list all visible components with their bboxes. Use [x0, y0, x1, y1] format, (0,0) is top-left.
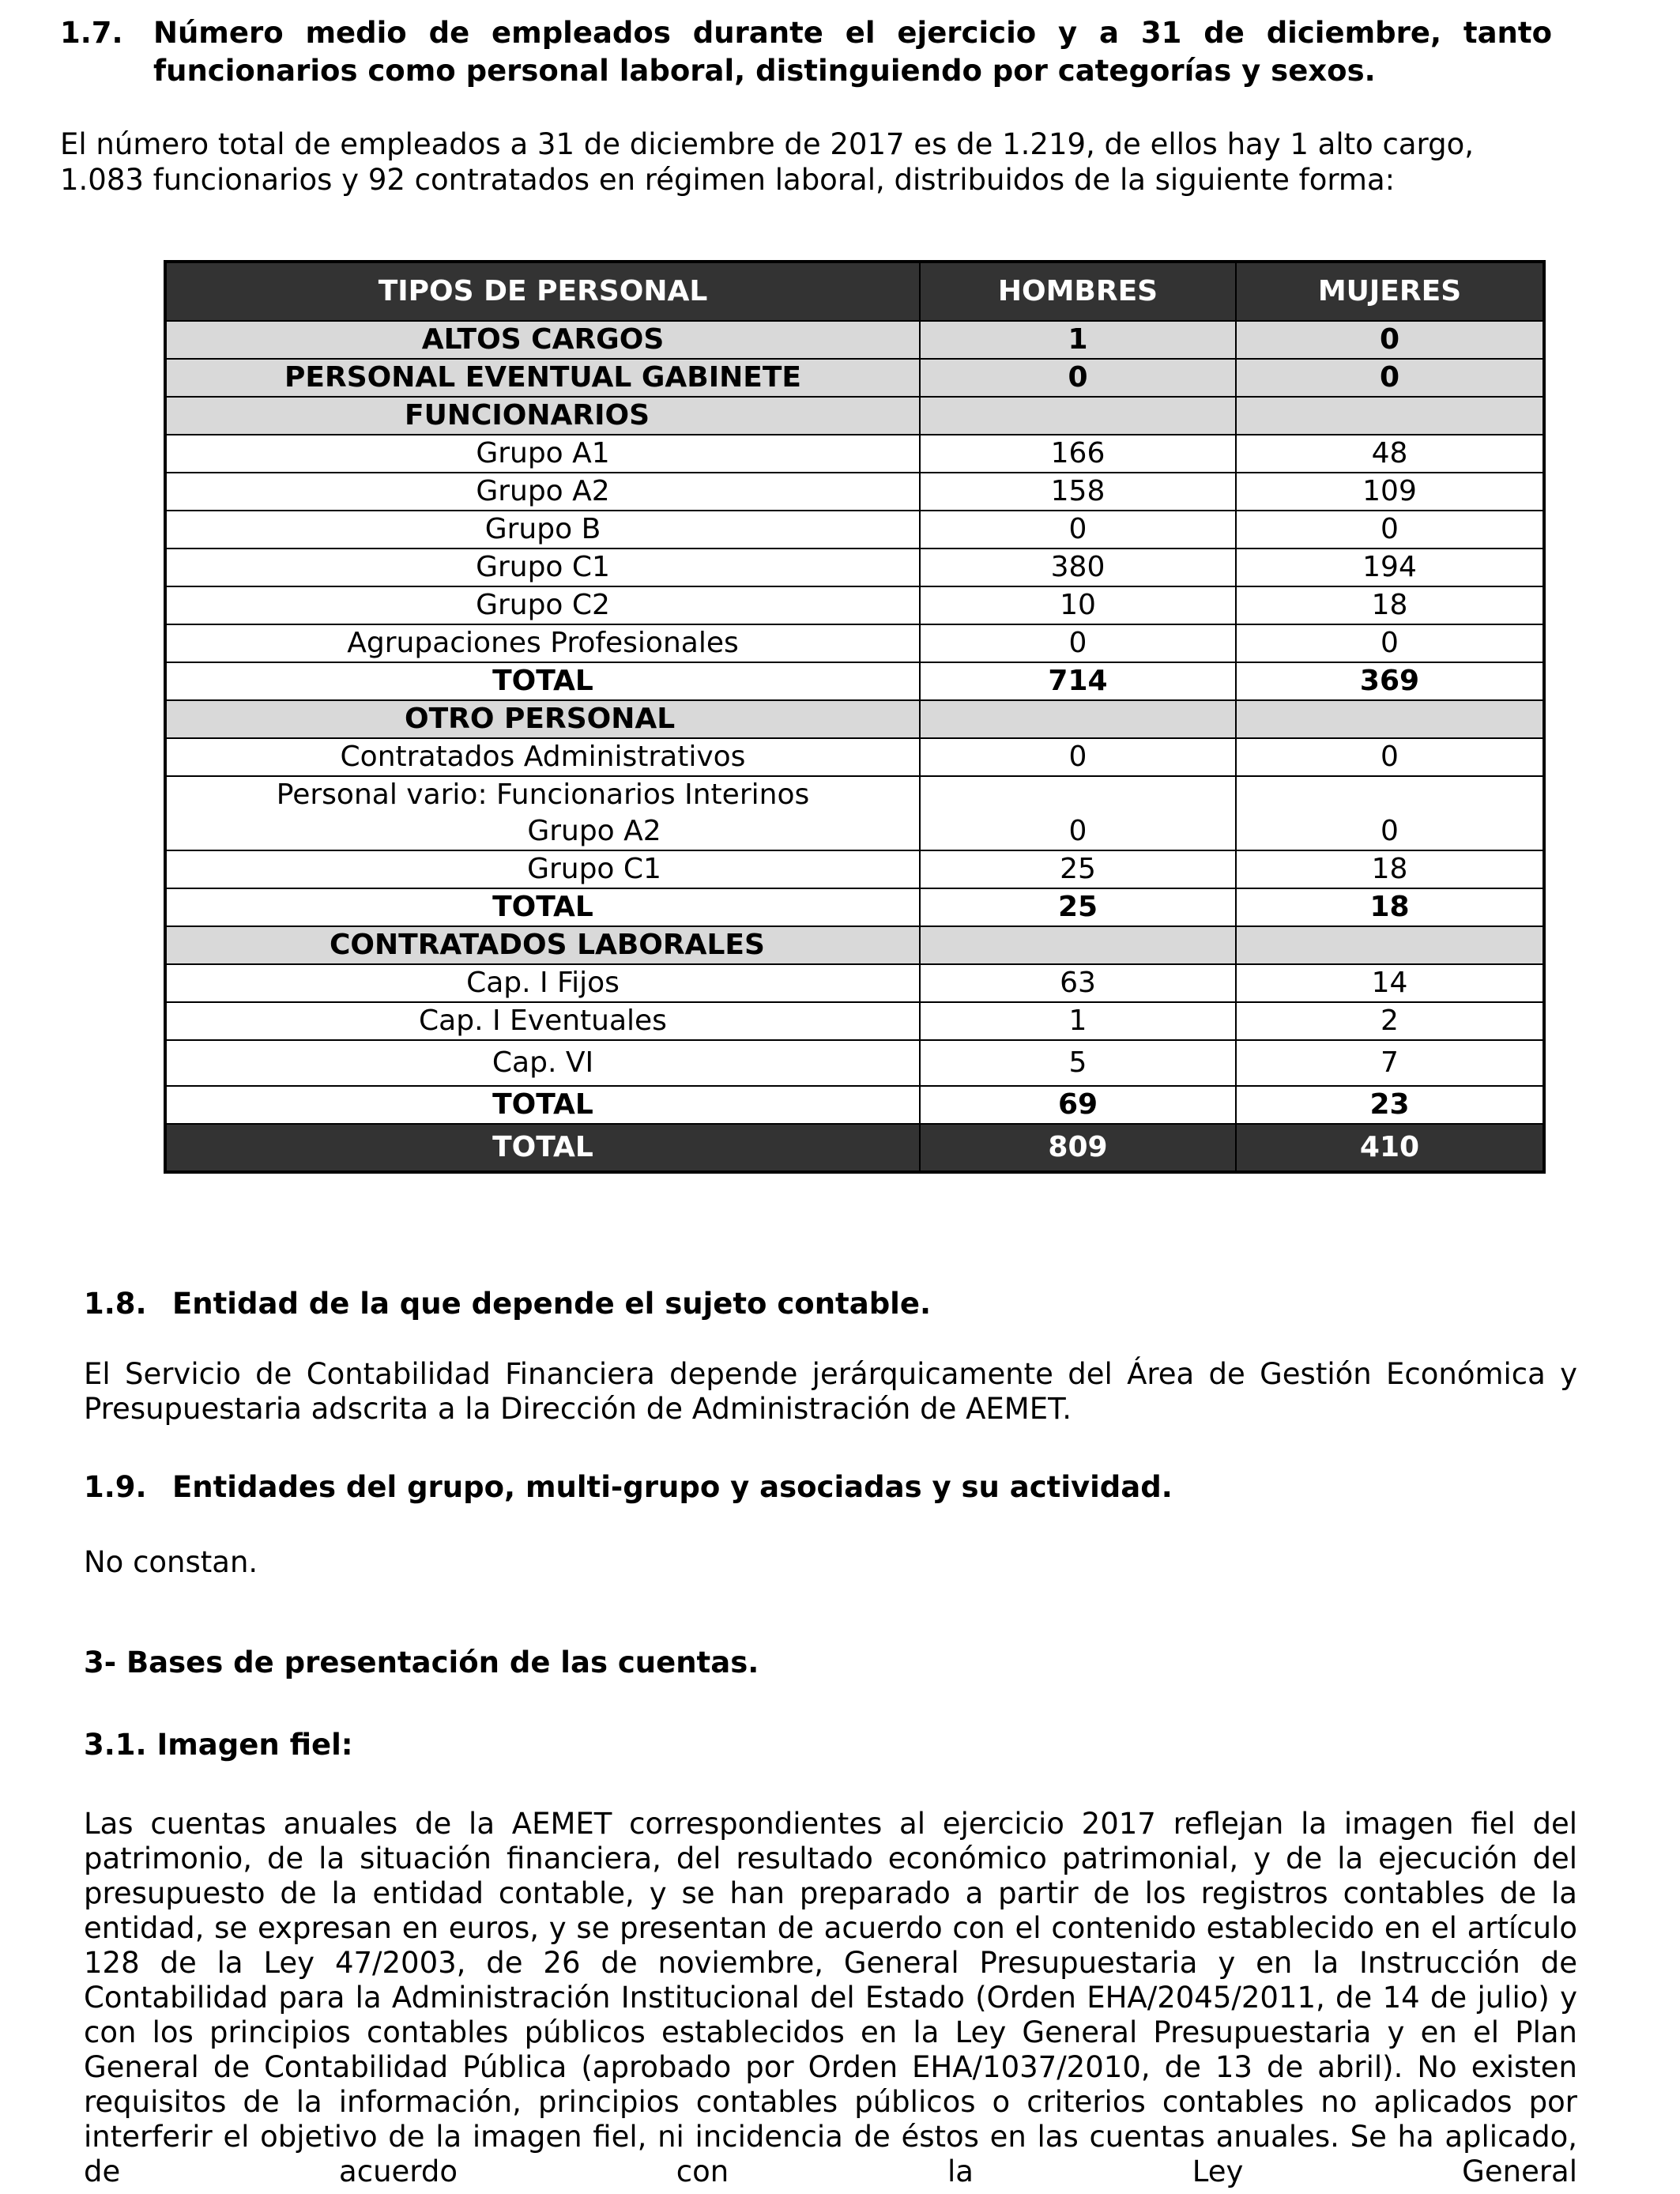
row-hombres: 69 — [920, 1086, 1236, 1124]
table-row — [165, 624, 1544, 662]
row-label: PERSONAL EVENTUAL GABINETE — [165, 359, 920, 397]
row-mujeres: 18 — [1236, 586, 1544, 624]
table-section-row — [165, 926, 1544, 964]
row-label: Grupo A2 — [165, 473, 920, 511]
table-row — [165, 1040, 1544, 1086]
row-label — [165, 776, 920, 850]
section-number: 1.9. — [84, 1470, 147, 1504]
table-grand-total-row — [165, 1124, 1544, 1172]
row-label: Grupo C1 — [165, 850, 920, 888]
row-mujeres: 18 — [1236, 888, 1544, 926]
table-total-row — [165, 888, 1544, 926]
section-heading-1-8 — [84, 1285, 931, 1323]
row-mujeres: 369 — [1236, 662, 1544, 700]
row-label: Cap. I Fijos — [165, 964, 920, 1002]
table-row — [165, 435, 1544, 473]
table-row — [165, 548, 1544, 586]
row-mujeres: 23 — [1236, 1086, 1544, 1124]
row-label: Grupo A1 — [165, 435, 920, 473]
row-mujeres: 0 — [1236, 321, 1544, 359]
table-row — [165, 321, 1544, 359]
row-hombres: 0 — [920, 624, 1236, 662]
row-hombres: 714 — [920, 662, 1236, 700]
row-mujeres: 410 — [1236, 1124, 1544, 1172]
row-hombres: 10 — [920, 586, 1236, 624]
section-number: 1.8. — [84, 1287, 147, 1321]
row-label: Contratados Administrativos — [165, 738, 920, 776]
table-row — [165, 359, 1544, 397]
row-label: ALTOS CARGOS — [165, 321, 920, 359]
row-label: TOTAL — [165, 662, 920, 700]
row-hombres: 1 — [920, 1002, 1236, 1040]
section-heading-1-9 — [84, 1468, 1173, 1506]
row-label: TOTAL — [165, 1124, 920, 1172]
intro-paragraph: El número total de empleados a 31 de diciembre de 2017 es de 1.219, de ellos hay 1 alto cargo, 1.083 funcionarios y 92 contratados en régimen laboral, distribuidos de la siguiente forma: — [60, 127, 1474, 197]
table-total-row — [165, 1086, 1544, 1124]
section-title: Entidades del grupo, multi-grupo y asociadas y su actividad. — [172, 1470, 1173, 1504]
row-hombres: 0 — [920, 359, 1236, 397]
row-mujeres: 194 — [1236, 548, 1544, 586]
row-mujeres: 0 — [1236, 359, 1544, 397]
row-mujeres: 109 — [1236, 473, 1544, 511]
section-title: Número medio de empleados durante el ejercicio y a 31 de diciembre, tanto funcionarios como personal laboral, distinguiendo por categorías y sexos. — [153, 16, 1552, 88]
row-mujeres: 0 — [1236, 624, 1544, 662]
row-label: Cap. I Eventuales — [165, 1002, 920, 1040]
table-header-row — [165, 262, 1544, 321]
row-mujeres: 7 — [1236, 1040, 1544, 1086]
row-label: TOTAL — [165, 1086, 920, 1124]
section-title: Entidad de la que depende el sujeto contable. — [172, 1287, 932, 1321]
row-hombres: 0 — [920, 738, 1236, 776]
row-mujeres: 18 — [1236, 850, 1544, 888]
row-hombres: 380 — [920, 548, 1236, 586]
table-row — [165, 850, 1544, 888]
row-hombres: 5 — [920, 1040, 1236, 1086]
header-hombres: HOMBRES — [920, 262, 1236, 321]
row-hombres: 166 — [920, 435, 1236, 473]
table-row — [165, 586, 1544, 624]
row-hombres: 63 — [920, 964, 1236, 1002]
row-label: Grupo C2 — [165, 586, 920, 624]
staff-table — [164, 260, 1546, 1174]
subgroup-label: Personal vario: Funcionarios Interinos — [276, 778, 810, 811]
row-label: Cap. VI — [165, 1040, 920, 1086]
header-tipos: TIPOS DE PERSONAL — [165, 262, 920, 321]
table-row — [165, 776, 1544, 850]
table-total-row — [165, 662, 1544, 700]
row-hombres: 0 — [920, 511, 1236, 548]
row-hombres: 158 — [920, 473, 1236, 511]
row-mujeres: 2 — [1236, 1002, 1544, 1040]
paragraph-1-9: No constan. — [84, 1545, 258, 1579]
section-heading-1-7 — [60, 14, 1552, 90]
row-hombres: 1 — [920, 321, 1236, 359]
row-mujeres: 48 — [1236, 435, 1544, 473]
subgroup-item: Grupo A2 — [527, 815, 661, 847]
row-mujeres: 14 — [1236, 964, 1544, 1002]
row-label: TOTAL — [165, 888, 920, 926]
section-label: FUNCIONARIOS — [165, 397, 920, 435]
row-mujeres: 0 — [1236, 738, 1544, 776]
row-hombres: 809 — [920, 1124, 1236, 1172]
row-label: Grupo C1 — [165, 548, 920, 586]
section-label: OTRO PERSONAL — [165, 700, 920, 738]
table-row — [165, 473, 1544, 511]
table-row — [165, 738, 1544, 776]
paragraph-1-8: El Servicio de Contabilidad Financiera depende jerárquicamente del Área de Gestión Económica y Presupuestaria adscrita a la Dirección de Administración de AEMET. — [84, 1357, 1577, 1426]
row-mujeres: 0 — [1236, 511, 1544, 548]
table-section-row — [165, 397, 1544, 435]
paragraph-3-1: Las cuentas anuales de la AEMET correspondientes al ejercicio 2017 reflejan la imagen fiel del patrimonio, de la situación financiera, del resultado económico patrimonial, y de la ejecución del presupuesto de la entidad contable, y se han preparado a partir de los registros contables de la entidad, se expresan en euros, y se presentan de acuerdo con el contenido establecido en el artículo 128 de la Ley 47/2003, de 26 de noviembre, General Presupuestaria y en la Instrucción de Contabilidad para la Administración Institucional del Estado (Orden EHA/2045/2011, de 14 de julio) y con los principios contables públicos establecidos en la Ley General Presupuestaria y en el Plan General de Contabilidad Pública (aprobado por Orden EHA/1037/2010, de 13 de abril). No existen requisitos de la información, principios contables públicos o criterios contables no aplicados por interferir el objetivo de la imagen fiel, ni incidencia de éstos en las cuentas anuales. Se ha aplicado, de acuerdo con la Ley General — [84, 1807, 1577, 2188]
section-label: CONTRATADOS LABORALES — [165, 926, 920, 964]
header-mujeres: MUJERES — [1236, 262, 1544, 321]
section-heading-3-1: 3.1. Imagen fiel: — [84, 1728, 353, 1762]
section-heading-3: 3- Bases de presentación de las cuentas. — [84, 1646, 759, 1679]
row-hombres: 25 — [920, 850, 1236, 888]
table-row — [165, 511, 1544, 548]
section-number: 1.7. — [60, 16, 123, 50]
table-row — [165, 1002, 1544, 1040]
row-hombres: 25 — [920, 888, 1236, 926]
row-hombres: 0 — [920, 776, 1236, 850]
row-label: Agrupaciones Profesionales — [165, 624, 920, 662]
row-label: Grupo B — [165, 511, 920, 548]
table-section-row — [165, 700, 1544, 738]
row-mujeres: 0 — [1236, 776, 1544, 850]
table-row — [165, 964, 1544, 1002]
